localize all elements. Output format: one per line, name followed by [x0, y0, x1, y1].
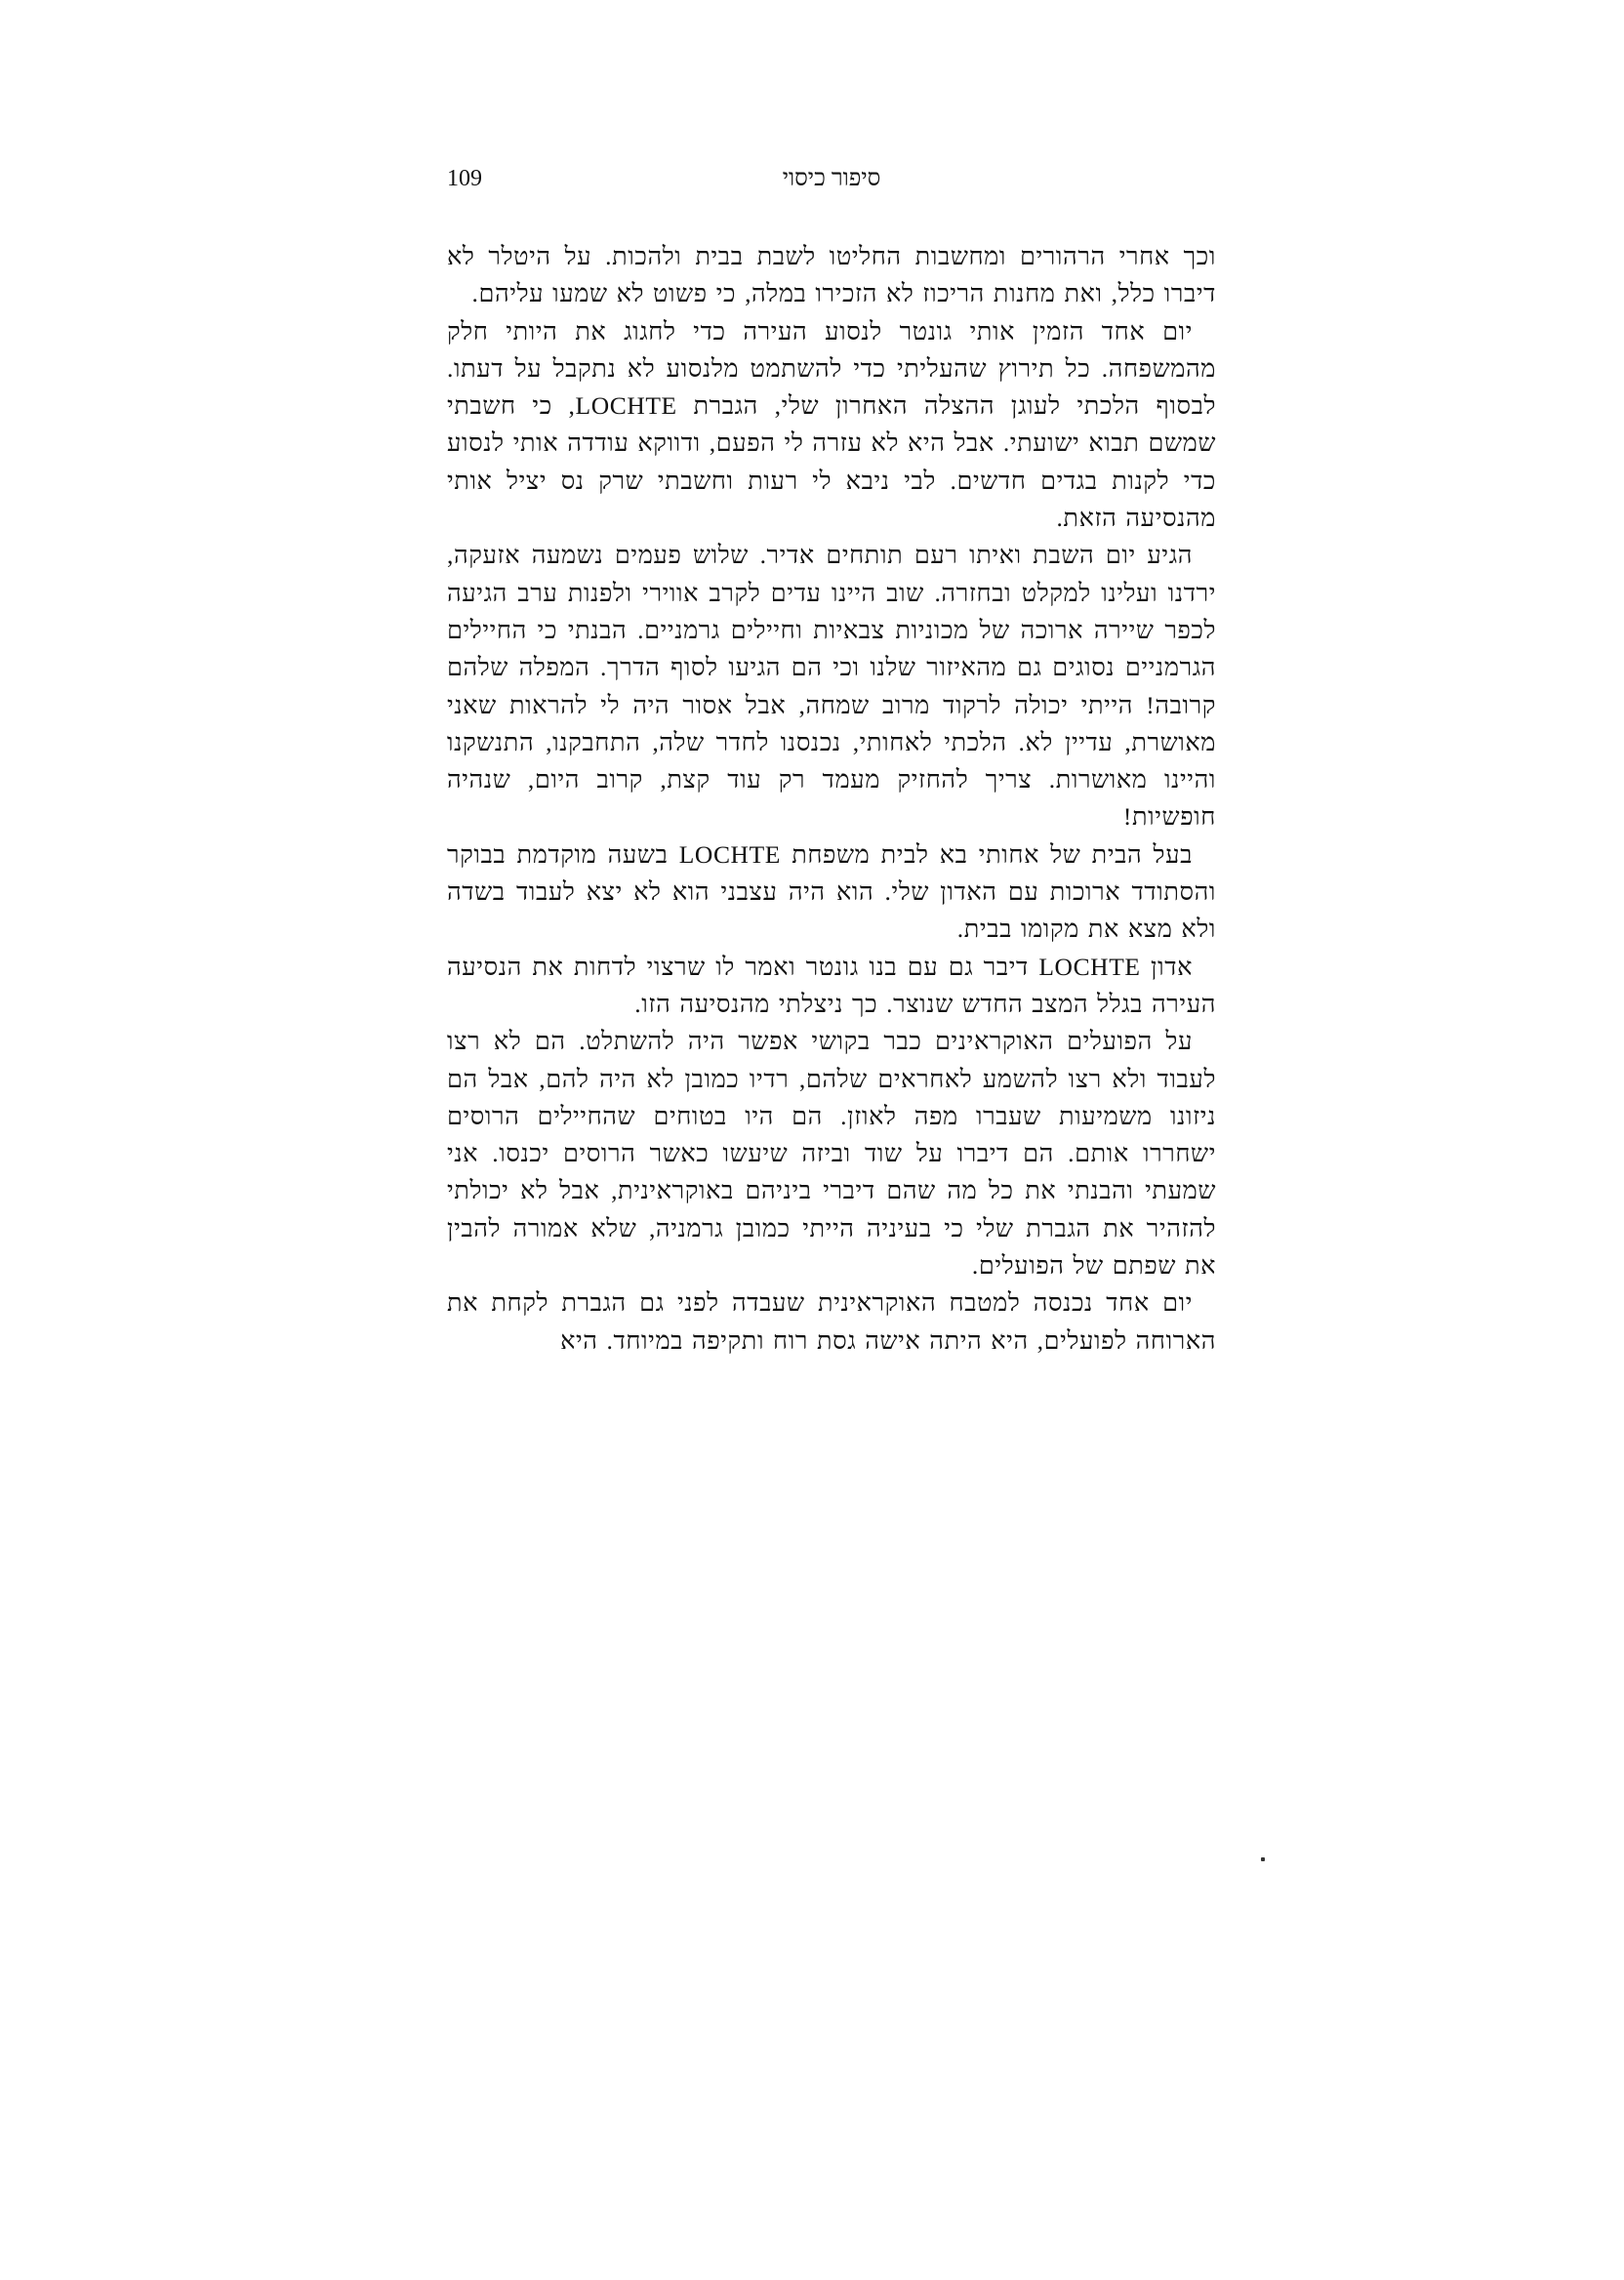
- paragraph: הגיע יום השבת ואיתו רעם תותחים אדיר. שלוש פעמים נשמעה אזעקה, ירדנו ועלינו למקלט ובחזרה. שוב היינו עדים לקרב אווירי ולפנות ערב הגיעה לכפר שיירה ארוכה של מכוניות צבאיות וחיילים גרמניים. הבנתי כי החיילים הגרמניים נסוגים גם מהאיזור שלנו וכי הם הגיעו לסוף הדרך. המפלה שלהם קרובה! הייתי יכולה לרקוד מרוב שמחה, אבל אסור היה לי להראות שאני מאושרת, עדיין לא. הלכתי לאחותי, נכנסנו לחדר שלה, התחבקנו, התנשקנו והיינו מאושרות. צריך להחזיק מעמד רק עוד קצת, קרוב היום, שנהיה חופשיות!: [447, 541, 1216, 832]
- book-title: סיפור כיסוי: [782, 166, 881, 191]
- scan-speck: [1261, 1857, 1265, 1861]
- paragraph: וכך אחרי הרהורים ומחשבות החליטו לשבת בבית ולהכות. על היטלר לא דיברו כלל, ואת מחנות הריכוז לא הזכירו במלה, כי פשוט לא שמעו עליהם.: [447, 242, 1216, 308]
- paragraph: על הפועלים האוקראינים כבר בקושי אפשר היה להשתלט. הם לא רצו לעבוד ולא רצו להשמע לאחראים שלהם, רדיו כמובן לא היה להם, אבל הם ניזונו משמיעות שעברו מפה לאוזן. הם היו בטוחים שהחיילים הרוסים ישחררו אותם. הם דיברו על שוד וביזה שיעשו כאשר הרוסים יכנסו. אני שמעתי והבנתי את כל מה שהם דיברי ביניהם באוקראינית, אבל לא יכולתי להזהיר את הגברת שלי כי בעיניה הייתי כמובן גרמניה, שלא אמורה להבין את שפתם של הפועלים.: [447, 1027, 1216, 1281]
- paragraph: בעל הבית של אחותי בא לבית משפחת LOCHTE בשעה מוקדמת בבוקר והסתודד ארוכות עם האדון שלי. הוא היה עצבני הוא לא יצא לעבוד בשדה ולא מצא את מקומו בבית.: [447, 839, 1216, 944]
- running-head: [447, 166, 1216, 205]
- page-number: 109: [447, 166, 482, 191]
- paragraph: יום אחד הזמין אותי גונטר לנסוע העירה כדי לחגוג את היותי חלק מהמשפחה. כל תירוץ שהעליתי כדי להשתמט מלנסוע לא נתקבל על דעתו. לבסוף הלכתי לעוגן ההצלה האחרון שלי, הגברת LOCHTE, כי חשבתי שמשם תבוא ישועתי. אבל היא לא עזרה לי הפעם, ודווקא עודדה אותי לנסוע כדי לקנות בגדים חדשים. לבי ניבא לי רעות וחשבתי שרק נס יציל אותי מהנסיעה הזאת.: [447, 316, 1216, 533]
- paragraph: יום אחד נכנסה למטבח האוקראינית שעבדה לפני גם הגברת לקחת את הארוחה לפועלים, היא היתה אישה גסת רוח ותקיפה במיוחד. היא: [447, 1288, 1216, 1355]
- body-text: [447, 238, 1216, 1360]
- paragraph: אדון LOCHTE דיבר גם עם בנו גונטר ואמר לו שרצוי לדחות את הנסיעה העירה בגלל המצב החדש שנוצר. כך ניצלתי מהנסיעה הזו.: [447, 952, 1216, 1018]
